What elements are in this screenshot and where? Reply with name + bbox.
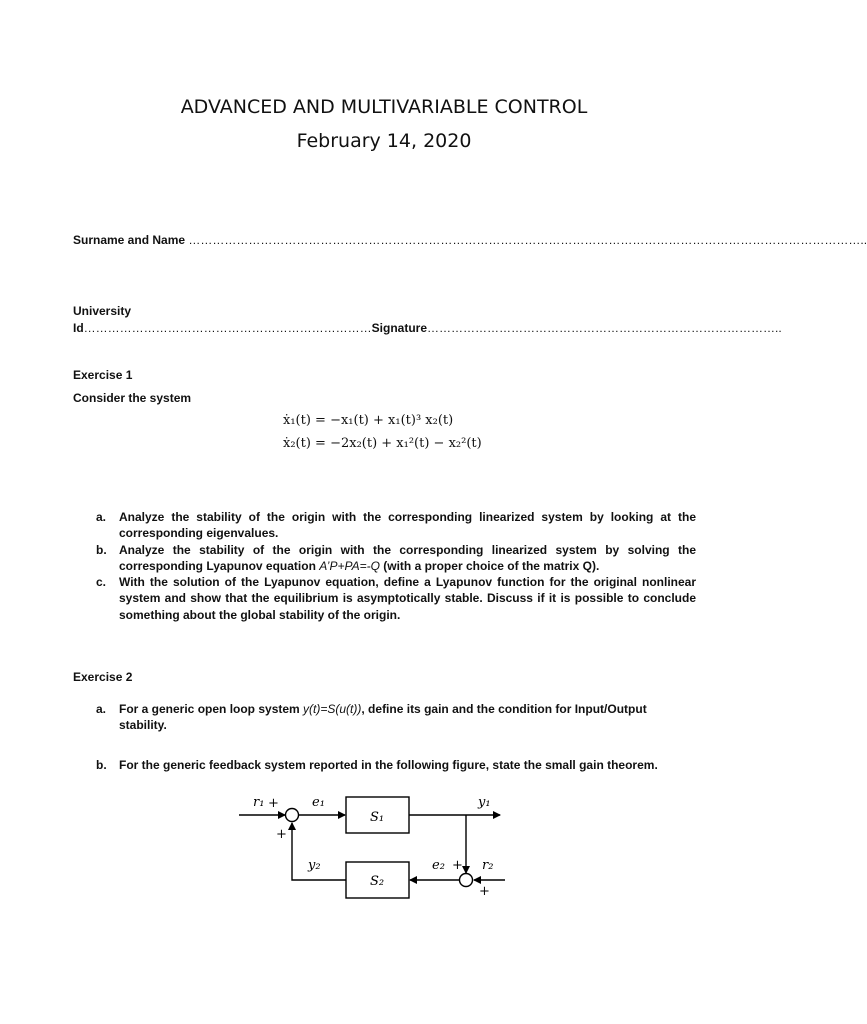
item-text: With the solution of the Lyapunov equation, define a Lyapunov function for the original nonlinear system and show that the equilibrium is asymptotically stable. Discuss if it is possible to conclude something about the global stability of the origin. [119,575,696,622]
exercise1-intro: Consider the system [73,391,192,405]
label-s1: S₁ [370,810,385,825]
equation-2: ẋ₂(t) = −2x₂(t) + x₁²(t) − x₂²(t) [283,436,482,451]
surname-dots: …………………………………………………………………………………………………………………………………………………….. [188,233,867,247]
feedback-diagram [0,780,768,910]
label-y1: y₁ [478,795,491,810]
item-marker: a. [96,702,107,716]
label-r1: r₁ [253,795,265,810]
item-marker: b. [96,542,107,557]
id-label: Id [73,321,84,335]
equation-1: ẋ₁(t) = −x₁(t) + x₁(t)³ x₂(t) [283,413,454,428]
item-marker: b. [96,758,107,772]
sign-plus-e2: + [452,858,463,873]
sign-plus-r2: + [479,884,490,899]
item-marker: a. [96,510,107,524]
label-r2: r₂ [482,858,494,873]
item-text: For the generic feedback system reported in the following figure, state the small gain theorem. [119,758,658,772]
item-marker: c. [96,575,107,590]
sign-plus-feedback: + [276,827,287,842]
exercise2-item-a [96,701,696,734]
exercise2-item-b [96,757,696,773]
university-label: University [73,304,132,318]
item-text: Analyze the stability of the origin with the corresponding linearized system by looking at the corresponding eigenvalues. [119,510,696,541]
label-y2: y₂ [308,858,321,873]
lyapunov-equation: A’P+PA=-Q [319,558,380,573]
id-signature-line [73,321,782,335]
summing-junction-2 [460,874,473,887]
label-e2: e₂ [432,858,445,873]
list-item [96,757,696,773]
list-item [96,701,659,734]
list-item [96,509,696,542]
exercise1-list [96,509,696,623]
summing-junction-1 [286,809,299,822]
signature-dots: …………………………………………………………………………….. [427,321,782,335]
list-item [96,574,696,623]
exercise1-title: Exercise 1 [73,368,133,382]
label-s2: S₂ [370,874,385,889]
course-title: ADVANCED AND MULTIVARIABLE CONTROL [180,96,588,118]
item-text: Analyze the stability of the origin with the corresponding linearized system by solving the corresponding Lyapunov equation [119,542,696,573]
exam-date: February 14, 2020 [296,130,472,152]
list-item [96,542,696,575]
item-text: For a generic open loop system [119,702,304,716]
system-expression: y(t)=S(u(t)) [303,702,362,716]
item-text: (with a proper choice of the matrix Q). [379,558,600,573]
label-e1: e₁ [312,795,325,810]
exercise2-title: Exercise 2 [73,670,133,684]
id-dots: ……………………………………………………………… [83,321,372,335]
item-text: , define its gain and the condition for Input/Output stability. [119,702,647,733]
signature-label: Signature [371,321,428,335]
surname-label: Surname and Name [73,233,186,247]
sign-plus-r1: + [268,796,279,811]
surname-line [73,233,867,247]
